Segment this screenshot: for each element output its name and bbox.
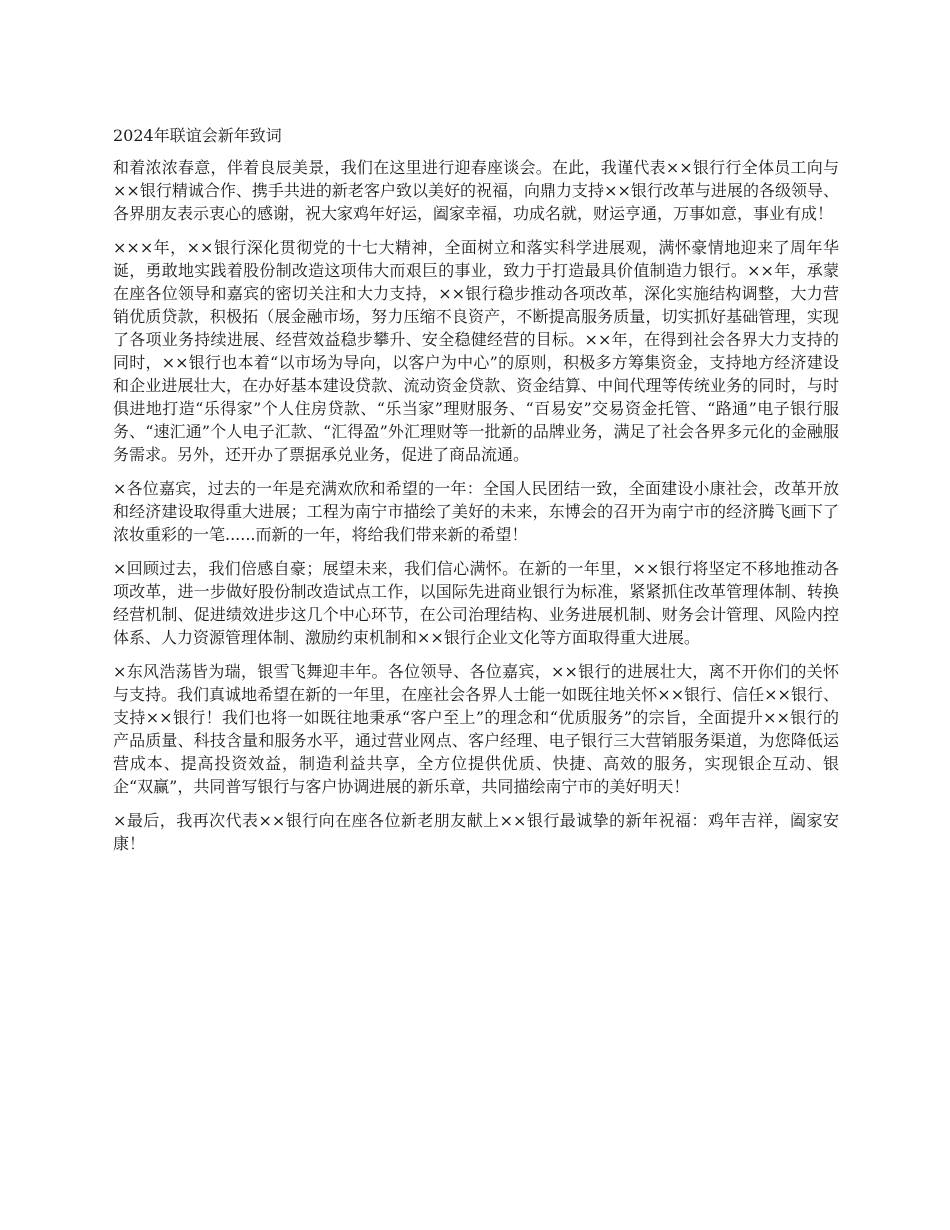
paragraph-hopes: ×东风浩荡皆为瑞，银雪飞舞迎丰年。各位领导、各位嘉宾，××银行的进展壮大，离不开你们的关怀与支持。我们真诚地希望在新的一年里，在座社会各界人士能一如既往地关怀××银行、信任××银行、支持××银行！我们也将一如既往地秉承“客户至上”的理念和“优质服务”的宗旨，全面提升××银行的产品质量、科技含量和服务水平，通过营业网点、客户经理、电子银行三大营销服务渠道，为您降低运营成本、提高投资效益，制造利益共享，全方位提供优质、快捷、高效的服务，实现银企互动、银企“双赢”，共同普写银行与客户协调进展的新乐章，共同描绘南宁市的美好明天！ <box>113 662 839 796</box>
document-page <box>113 124 839 866</box>
paragraph-guests: ×各位嘉宾，过去的一年是充满欢欣和希望的一年：全国人民团结一致，全面建设小康社会，改革开放和经济建设取得重大进展；工程为南宁市描绘了美好的未来，东博会的召开为南宁市的经济腾飞画下了浓妆重彩的一笔......而新的一年，将给我们带来新的希望！ <box>113 479 839 544</box>
paragraph-review: ×××年，××银行深化贯彻党的十七大精神，全面树立和落实科学进展观，满怀豪情地迎来了周年华诞，勇敢地实践着股份制改造这项伟大而艰巨的事业，致力于打造最具价值制造力银行。××年，承蒙在座各位领导和嘉宾的密切关注和大力支持，××银行稳步推动各项改革，深化实施结构调整，大力营销优质贷款，积极拓（展金融市场，努力压缩不良资产，不断提高服务质量，切实抓好基础管理，实现了各项业务持续进展、经营效益稳步攀升、安全稳健经营的目标。××年，在得到社会各界大力支持的同时，××银行也本着“以市场为导向，以客户为中心”的原则，积极多方筹集资金，支持地方经济建设和企业进展壮大，在办好基本建设贷款、流动资金贷款、资金结算、中间代理等传统业务的同时，与时俱进地打造“乐得家”个人住房贷款、“乐当家”理财服务、“百易安”交易资金托管、“路通”电子银行服务、“速汇通”个人电子汇款、“汇得盈”外汇理财等一批新的品牌业务，满足了社会各界多元化的金融服务需求。另外，还开办了票据承兑业务，促进了商品流通。 <box>113 238 839 464</box>
paragraph-greeting: 和着浓浓春意，伴着良辰美景，我们在这里进行迎春座谈会。在此，我谨代表××银行行全体员工向与××银行精诚合作、携手共进的新老客户致以美好的祝福，向鼎力支持××银行改革与进展的各级领导、各界朋友表示衷心的感谢，祝大家鸡年好运，阖家幸福，功成名就，财运亨通，万事如意，事业有成！ <box>113 158 839 223</box>
document-title: 2024年联谊会新年致词 <box>113 126 282 145</box>
paragraph-outlook: ×回顾过去，我们倍感自豪；展望未来，我们信心满怀。在新的一年里，××银行将坚定不移地推动各项改革，进一步做好股份制改造试点工作，以国际先进商业银行为标准，紧紧抓住改革管理体制、转换经营机制、促进绩效进步这几个中心环节，在公司治理结构、业务进展机制、财务会计管理、风险内控体系、人力资源管理体制、激励约束机制和××银行企业文化等方面取得重大进展。 <box>113 559 839 647</box>
paragraph-closing: ×最后，我再次代表××银行向在座各位新老朋友献上××银行最诚挚的新年祝福：鸡年吉祥，阖家安康！ <box>113 811 839 853</box>
